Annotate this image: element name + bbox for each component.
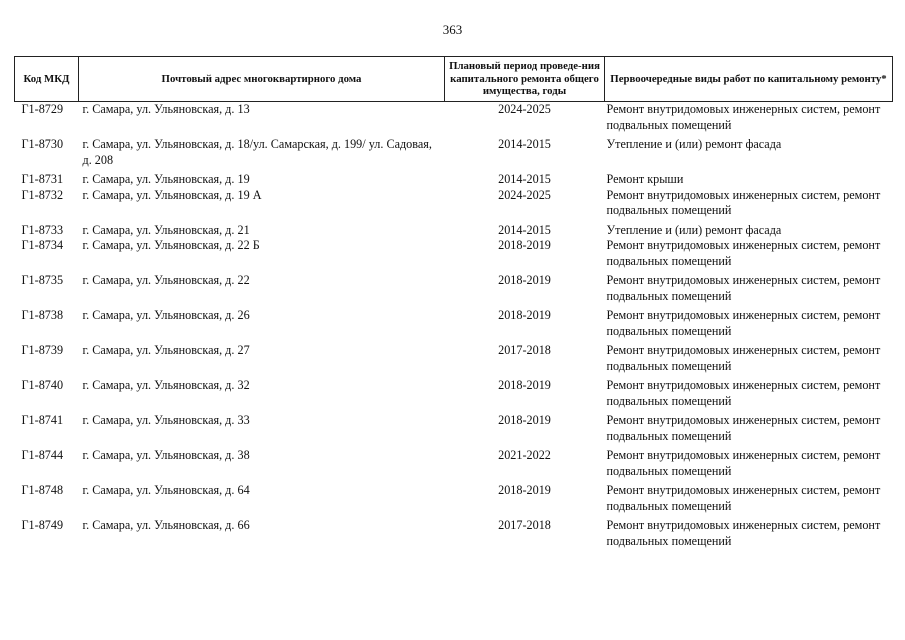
cell-code: Г1-8733 bbox=[21, 222, 64, 237]
header-period: Плановый период проведе-ния капитального ремонта общего имущества, годы bbox=[445, 57, 605, 102]
cell-period: 2017-2018 bbox=[498, 518, 551, 532]
cell-period: 2014-2015 bbox=[498, 137, 551, 151]
header-row bbox=[15, 57, 893, 102]
cell-code: Г1-8748 bbox=[21, 483, 64, 497]
cell-period: 2018-2019 bbox=[498, 238, 551, 252]
cell-period: 2024-2025 bbox=[498, 102, 551, 116]
cell-code: Г1-8741 bbox=[21, 413, 64, 427]
cell-code: Г1-8732 bbox=[21, 187, 64, 202]
table-row bbox=[15, 483, 893, 518]
cell-period: 2018-2019 bbox=[498, 413, 551, 427]
cell-code: Г1-8729 bbox=[21, 102, 64, 116]
cell-period: 2018-2019 bbox=[498, 378, 551, 392]
table-row bbox=[15, 308, 893, 343]
capital-repair-table bbox=[14, 56, 893, 553]
cell-address: г. Самара, ул. Ульяновская, д. 19 А bbox=[82, 187, 262, 202]
cell-works: Утепление и (или) ремонт фасада bbox=[606, 137, 782, 151]
cell-address: г. Самара, ул. Ульяновская, д. 18/ул. Самарская, д. 199/ ул. Садовая, д. 208 bbox=[82, 137, 432, 167]
cell-period: 2018-2019 bbox=[498, 273, 551, 287]
cell-works: Ремонт внутридомовых инженерных систем, ремонт подвальных помещений bbox=[606, 187, 881, 217]
table-row bbox=[15, 448, 893, 483]
cell-period: 2017-2018 bbox=[498, 343, 551, 357]
cell-works: Утепление и (или) ремонт фасада bbox=[606, 222, 782, 237]
cell-period: 2014-2015 bbox=[498, 172, 551, 186]
cell-code: Г1-8739 bbox=[21, 343, 64, 357]
cell-code: Г1-8740 bbox=[21, 378, 64, 392]
cell-address: г. Самара, ул. Ульяновская, д. 64 bbox=[82, 483, 250, 497]
cell-works: Ремонт внутридомовых инженерных систем, ремонт подвальных помещений bbox=[606, 308, 881, 338]
table-row bbox=[15, 137, 893, 172]
cell-period: 2024-2025 bbox=[498, 187, 551, 202]
cell-works: Ремонт внутридомовых инженерных систем, ремонт подвальных помещений bbox=[606, 518, 881, 548]
table-row bbox=[15, 518, 893, 553]
cell-address: г. Самара, ул. Ульяновская, д. 33 bbox=[82, 413, 250, 427]
cell-address: г. Самара, ул. Ульяновская, д. 38 bbox=[82, 448, 250, 462]
table-row bbox=[15, 343, 893, 378]
cell-works: Ремонт внутридомовых инженерных систем, ремонт подвальных помещений bbox=[606, 448, 881, 478]
cell-period: 2018-2019 bbox=[498, 308, 551, 322]
cell-code: Г1-8735 bbox=[21, 273, 64, 287]
cell-period: 2014-2015 bbox=[498, 222, 551, 237]
cell-works: Ремонт внутридомовых инженерных систем, ремонт подвальных помещений bbox=[606, 102, 881, 132]
cell-address: г. Самара, ул. Ульяновская, д. 19 bbox=[82, 172, 250, 186]
cell-address: г. Самара, ул. Ульяновская, д. 22 bbox=[82, 273, 250, 287]
cell-works: Ремонт внутридомовых инженерных систем, ремонт подвальных помещений bbox=[606, 343, 881, 373]
cell-address: г. Самара, ул. Ульяновская, д. 32 bbox=[82, 378, 250, 392]
cell-works: Ремонт внутридомовых инженерных систем, ремонт подвальных помещений bbox=[606, 238, 881, 268]
cell-period: 2021-2022 bbox=[498, 448, 551, 462]
header-code: Код МКД bbox=[15, 57, 79, 102]
cell-code: Г1-8744 bbox=[21, 448, 64, 462]
table-row bbox=[15, 223, 893, 239]
cell-address: г. Самара, ул. Ульяновская, д. 13 bbox=[82, 102, 250, 116]
cell-works: Ремонт внутридомовых инженерных систем, ремонт подвальных помещений bbox=[606, 378, 881, 408]
cell-address: г. Самара, ул. Ульяновская, д. 26 bbox=[82, 308, 250, 322]
cell-period: 2018-2019 bbox=[498, 483, 551, 497]
cell-works: Ремонт внутридомовых инженерных систем, ремонт подвальных помещений bbox=[606, 413, 881, 443]
header-works: Первоочередные виды работ по капитальному ремонту* bbox=[605, 57, 893, 102]
cell-address: г. Самара, ул. Ульяновская, д. 66 bbox=[82, 518, 250, 532]
table-row bbox=[15, 378, 893, 413]
cell-works: Ремонт крыши bbox=[606, 172, 684, 186]
cell-code: Г1-8734 bbox=[21, 238, 64, 252]
cell-code: Г1-8731 bbox=[21, 172, 64, 186]
cell-address: г. Самара, ул. Ульяновская, д. 22 Б bbox=[82, 238, 260, 252]
table-header bbox=[15, 57, 893, 102]
table-row bbox=[15, 172, 893, 188]
table-row bbox=[15, 273, 893, 308]
table-body bbox=[15, 102, 893, 554]
header-address: Почтовый адрес многоквартирного дома bbox=[79, 57, 445, 102]
page-number: 363 bbox=[442, 22, 463, 37]
cell-works: Ремонт внутридомовых инженерных систем, ремонт подвальных помещений bbox=[606, 273, 881, 303]
cell-code: Г1-8749 bbox=[21, 518, 64, 532]
cell-code: Г1-8738 bbox=[21, 308, 64, 322]
cell-works: Ремонт внутридомовых инженерных систем, ремонт подвальных помещений bbox=[606, 483, 881, 513]
table-row bbox=[15, 102, 893, 138]
table-row bbox=[15, 238, 893, 273]
table-row bbox=[15, 188, 893, 223]
table-row bbox=[15, 413, 893, 448]
cell-address: г. Самара, ул. Ульяновская, д. 27 bbox=[82, 343, 250, 357]
cell-address: г. Самара, ул. Ульяновская, д. 21 bbox=[82, 222, 250, 237]
cell-code: Г1-8730 bbox=[21, 137, 64, 151]
